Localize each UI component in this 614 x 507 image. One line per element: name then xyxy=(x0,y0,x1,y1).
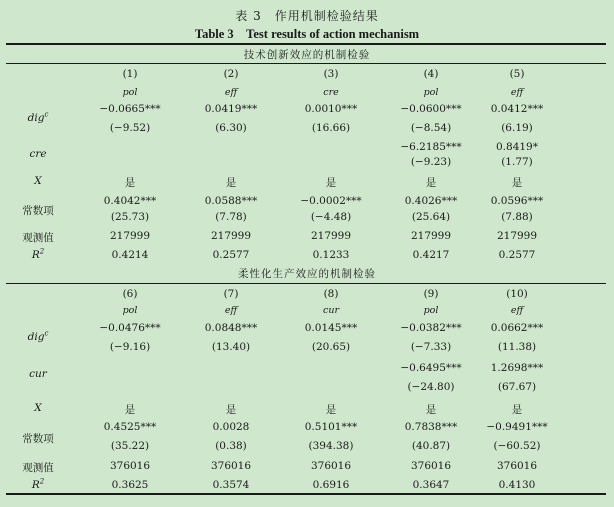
t-statistic: (67.67) xyxy=(497,381,537,393)
section2-rule xyxy=(6,283,606,284)
coefficient: 0.0662*** xyxy=(490,322,544,334)
row-label-dig: dig$^c$ xyxy=(27,110,49,124)
dependent-variable: pol xyxy=(122,305,138,316)
coefficient: 0.0596*** xyxy=(490,195,544,207)
r2-value: 0.4130 xyxy=(498,479,536,491)
t-statistic: (20.65) xyxy=(311,341,351,353)
r2-value: 0.3647 xyxy=(412,479,450,491)
t-statistic: (−8.54) xyxy=(410,122,452,134)
coefficient: −0.9491*** xyxy=(486,421,548,433)
r2-value: 0.3574 xyxy=(212,479,250,491)
t-statistic: (35.22) xyxy=(110,440,150,452)
section2-heading: 柔性化生产效应的机制检验 xyxy=(238,268,376,280)
section1-rule xyxy=(6,63,606,64)
row-label-observations: 观测值 xyxy=(22,232,54,244)
row-label-mediator: cur xyxy=(29,368,47,380)
coefficient: 0.0848*** xyxy=(204,322,258,334)
observations-value: 217999 xyxy=(410,230,452,242)
controls-flag: 是 xyxy=(511,404,523,416)
r2-value: 0.6916 xyxy=(312,479,350,491)
row-label-controls: X xyxy=(34,402,42,414)
dependent-variable: pol xyxy=(122,87,138,98)
t-statistic: (−9.16) xyxy=(109,341,151,353)
coefficient: 0.0412*** xyxy=(490,103,544,115)
column-number: (4) xyxy=(423,68,439,80)
observations-value: 376016 xyxy=(410,460,452,472)
dependent-variable: pol xyxy=(423,87,439,98)
r2-value: 0.3625 xyxy=(111,479,149,491)
row-label-observations: 观测值 xyxy=(22,462,54,474)
column-number: (6) xyxy=(122,288,138,300)
t-statistic: (394.38) xyxy=(308,440,354,452)
column-number: (8) xyxy=(323,288,339,300)
dependent-variable: eff xyxy=(224,305,238,316)
section1-heading: 技术创新效应的机制检验 xyxy=(243,49,371,61)
observations-value: 376016 xyxy=(496,460,538,472)
t-statistic: (25.64) xyxy=(411,211,451,223)
coefficient: 0.0419*** xyxy=(204,103,258,115)
controls-flag: 是 xyxy=(225,404,237,416)
controls-flag: 是 xyxy=(325,404,337,416)
row-label-dig: dig$^c$ xyxy=(27,329,49,343)
coefficient: 1.2698*** xyxy=(490,362,544,374)
dependent-variable: eff xyxy=(510,87,524,98)
row-label-constant: 常数项 xyxy=(22,205,54,217)
r2-value: 0.2577 xyxy=(212,249,250,261)
coefficient: 0.4525*** xyxy=(103,421,157,433)
t-statistic: (25.73) xyxy=(110,211,150,223)
observations-value: 217999 xyxy=(109,230,151,242)
coefficient: 0.4026*** xyxy=(404,195,458,207)
coefficient: −0.0665*** xyxy=(99,103,161,115)
coefficient: 0.0588*** xyxy=(204,195,258,207)
coefficient: 0.0145*** xyxy=(304,322,358,334)
top-rule xyxy=(6,43,606,45)
coefficient: 0.4042*** xyxy=(103,195,157,207)
controls-flag: 是 xyxy=(325,177,337,189)
column-number: (5) xyxy=(509,68,525,80)
t-statistic: (−7.33) xyxy=(410,341,452,353)
observations-value: 376016 xyxy=(310,460,352,472)
r2-value: 0.4217 xyxy=(412,249,450,261)
coefficient: 0.0010*** xyxy=(304,103,358,115)
coefficient: 0.0028 xyxy=(212,421,250,433)
column-number: (1) xyxy=(122,68,138,80)
controls-flag: 是 xyxy=(511,177,523,189)
coefficient: −0.0382*** xyxy=(400,322,462,334)
dependent-variable: pol xyxy=(423,305,439,316)
t-statistic: (16.66) xyxy=(311,122,351,134)
coefficient: 0.7838*** xyxy=(404,421,458,433)
observations-value: 217999 xyxy=(310,230,352,242)
dependent-variable: cre xyxy=(323,87,339,98)
t-statistic: (11.38) xyxy=(497,341,537,353)
dependent-variable: cur xyxy=(323,305,339,316)
column-number: (9) xyxy=(423,288,439,300)
r2-value: 0.4214 xyxy=(111,249,149,261)
bottom-rule xyxy=(6,493,606,495)
t-statistic: (1.77) xyxy=(501,156,533,168)
controls-flag: 是 xyxy=(425,404,437,416)
t-statistic: (−9.23) xyxy=(410,156,452,168)
observations-value: 376016 xyxy=(109,460,151,472)
r2-value: 0.1233 xyxy=(312,249,350,261)
table-title-en: Table 3 Test results of action mechanism xyxy=(194,27,420,41)
controls-flag: 是 xyxy=(225,177,237,189)
observations-value: 217999 xyxy=(496,230,538,242)
t-statistic: (7.88) xyxy=(501,211,533,223)
t-statistic: (−9.52) xyxy=(109,122,151,134)
coefficient: −0.0476*** xyxy=(99,322,161,334)
t-statistic: (40.87) xyxy=(411,440,451,452)
row-label-mediator: cre xyxy=(29,148,47,160)
dependent-variable: eff xyxy=(510,305,524,316)
observations-value: 376016 xyxy=(210,460,252,472)
r2-value: 0.2577 xyxy=(498,249,536,261)
coefficient: 0.8419* xyxy=(496,141,538,153)
t-statistic: (6.19) xyxy=(501,122,533,134)
t-statistic: (13.40) xyxy=(211,341,251,353)
table-title-cn: 表 3 作用机制检验结果 xyxy=(235,9,379,23)
t-statistic: (−24.80) xyxy=(407,381,455,393)
t-statistic: (0.38) xyxy=(215,440,247,452)
observations-value: 217999 xyxy=(210,230,252,242)
t-statistic: (6.30) xyxy=(215,122,247,134)
controls-flag: 是 xyxy=(124,404,136,416)
controls-flag: 是 xyxy=(425,177,437,189)
coefficient: −0.6495*** xyxy=(400,362,462,374)
column-number: (2) xyxy=(223,68,239,80)
t-statistic: (−4.48) xyxy=(310,211,352,223)
coefficient: 0.5101*** xyxy=(304,421,358,433)
dependent-variable: eff xyxy=(224,87,238,98)
row-label-constant: 常数项 xyxy=(22,433,54,445)
t-statistic: (7.78) xyxy=(215,211,247,223)
coefficient: −0.0002*** xyxy=(300,195,362,207)
t-statistic: (−60.52) xyxy=(493,440,541,452)
column-number: (7) xyxy=(223,288,239,300)
coefficient: −6.2185*** xyxy=(400,141,462,153)
row-label-r2: $R^2$ xyxy=(31,477,45,491)
row-label-r2: $R^2$ xyxy=(31,247,45,261)
column-number: (3) xyxy=(323,68,339,80)
row-label-controls: X xyxy=(34,175,42,187)
column-number: (10) xyxy=(506,288,528,300)
coefficient: −0.0600*** xyxy=(400,103,462,115)
controls-flag: 是 xyxy=(124,177,136,189)
